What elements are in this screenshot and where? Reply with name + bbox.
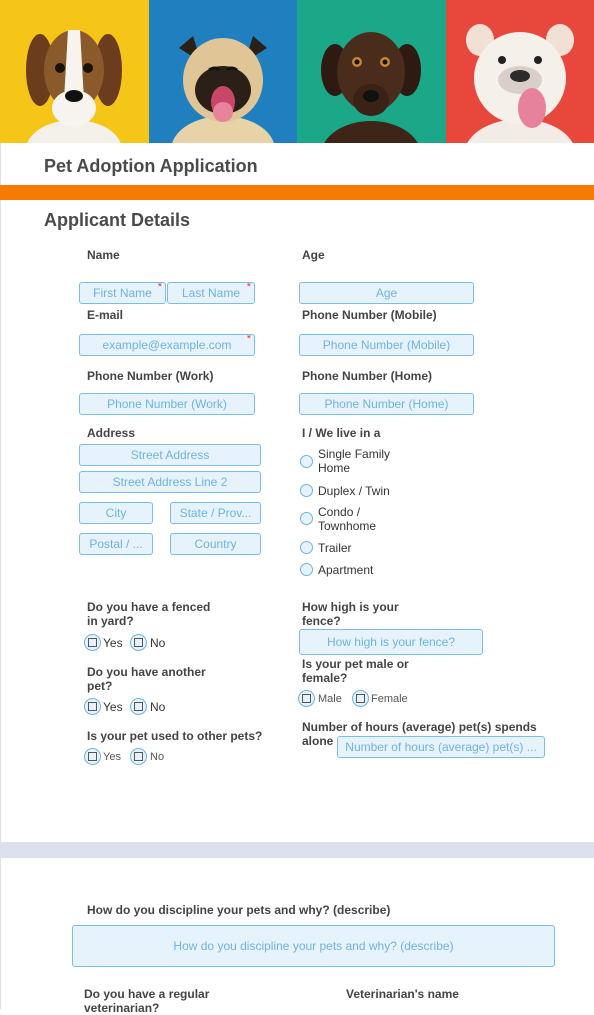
radio-trailer[interactable] <box>300 541 313 554</box>
accent-bar <box>0 185 594 200</box>
required-mark: * <box>158 282 162 293</box>
female-checkbox[interactable] <box>352 690 369 707</box>
female-label: Female <box>371 692 408 706</box>
address-label: Address <box>87 426 135 440</box>
pug-photo <box>149 0 298 143</box>
required-mark: * <box>247 334 251 345</box>
radio-condo[interactable] <box>300 512 313 525</box>
hours-alone-input[interactable] <box>337 736 545 758</box>
option-trailer: Trailer <box>318 541 352 555</box>
home-phone-placeholder: Phone Number (Home) <box>324 397 448 411</box>
age-label: Age <box>302 248 325 262</box>
another-pet-yes-checkbox[interactable] <box>84 698 101 715</box>
used-to-pets-yes-label: Yes <box>103 750 121 764</box>
email-input[interactable] <box>79 334 255 356</box>
last-name-input[interactable] <box>167 282 255 304</box>
email-placeholder: example@example.com <box>103 338 232 352</box>
used-to-pets-yes-checkbox[interactable] <box>84 748 101 765</box>
radio-single-family[interactable] <box>300 455 313 468</box>
discipline-input[interactable] <box>72 925 555 967</box>
section-title: Applicant Details <box>44 210 190 231</box>
mobile-label: Phone Number (Mobile) <box>302 308 437 322</box>
age-placeholder: Age <box>376 286 397 300</box>
fence-height-label: How high is your fence? <box>302 600 399 628</box>
header-banner <box>0 0 594 143</box>
state-input[interactable] <box>170 502 261 524</box>
mobile-input[interactable] <box>299 334 474 356</box>
option-apartment: Apartment <box>318 563 373 577</box>
mobile-placeholder: Phone Number (Mobile) <box>323 338 450 352</box>
country-placeholder: Country <box>194 537 236 551</box>
fenced-yes-label: Yes <box>103 636 123 650</box>
city-placeholder: City <box>106 506 127 520</box>
used-to-pets-label: Is your pet used to other pets? <box>87 729 262 743</box>
option-condo: Condo / Townhome <box>318 505 376 533</box>
labrador-photo <box>297 0 446 143</box>
work-phone-label: Phone Number (Work) <box>87 369 213 383</box>
discipline-placeholder: How do you discipline your pets and why? (describe) <box>173 939 453 953</box>
vet-name-label: Veterinarian's name <box>346 987 459 1001</box>
fenced-yes-checkbox[interactable] <box>84 634 101 651</box>
city-input[interactable] <box>79 502 153 524</box>
name-label: Name <box>87 248 120 262</box>
age-input[interactable] <box>299 282 474 304</box>
work-phone-input[interactable] <box>79 393 255 415</box>
radio-apartment[interactable] <box>300 563 313 576</box>
home-phone-label: Phone Number (Home) <box>302 369 432 383</box>
page-break <box>0 842 594 858</box>
beagle-photo <box>0 0 149 143</box>
option-single-family: Single Family Home <box>318 447 390 475</box>
another-pet-yes-label: Yes <box>103 700 123 714</box>
hours-alone-placeholder: Number of hours (average) pet(s) ... <box>345 740 536 754</box>
another-pet-label: Do you have another pet? <box>87 665 206 693</box>
street-address-2-input[interactable] <box>79 471 261 493</box>
used-to-pets-no-checkbox[interactable] <box>130 748 147 765</box>
required-mark: * <box>247 282 251 293</box>
discipline-label: How do you discipline your pets and why? (describe) <box>87 903 390 917</box>
fence-height-placeholder: How high is your fence? <box>327 635 455 649</box>
postal-placeholder: Postal / ... <box>89 537 142 551</box>
email-label: E-mail <box>87 308 123 322</box>
last-name-placeholder: Last Name <box>182 286 240 300</box>
fenced-yard-label: Do you have a fenced in yard? <box>87 600 210 628</box>
street-placeholder: Street Address <box>131 448 210 462</box>
street2-placeholder: Street Address Line 2 <box>113 475 228 489</box>
fenced-no-label: No <box>150 636 165 650</box>
live-in-label: I / We live in a <box>302 426 380 440</box>
fence-height-input[interactable] <box>299 629 483 655</box>
regular-vet-label: Do you have a regular veterinarian? <box>84 987 209 1015</box>
hours-alone-label: Number of hours (average) pet(s) spends alone <box>302 720 552 748</box>
state-placeholder: State / Prov... <box>180 506 252 520</box>
male-label: Male <box>318 692 342 706</box>
country-input[interactable] <box>170 533 261 555</box>
another-pet-no-checkbox[interactable] <box>130 698 147 715</box>
home-phone-input[interactable] <box>299 393 474 415</box>
radio-duplex[interactable] <box>300 484 313 497</box>
work-phone-placeholder: Phone Number (Work) <box>107 397 227 411</box>
postal-input[interactable] <box>79 533 153 555</box>
fenced-no-checkbox[interactable] <box>130 634 147 651</box>
pet-sex-label: Is your pet male or female? <box>302 657 409 685</box>
used-to-pets-no-label: No <box>150 750 164 764</box>
first-name-placeholder: First Name <box>93 286 152 300</box>
form-title: Pet Adoption Application <box>44 156 258 177</box>
first-name-input[interactable] <box>79 282 166 304</box>
bulldog-photo <box>446 0 594 143</box>
option-duplex: Duplex / Twin <box>318 484 390 498</box>
male-checkbox[interactable] <box>298 690 315 707</box>
street-address-input[interactable] <box>79 444 261 466</box>
another-pet-no-label: No <box>150 700 165 714</box>
left-border <box>0 143 1 1009</box>
